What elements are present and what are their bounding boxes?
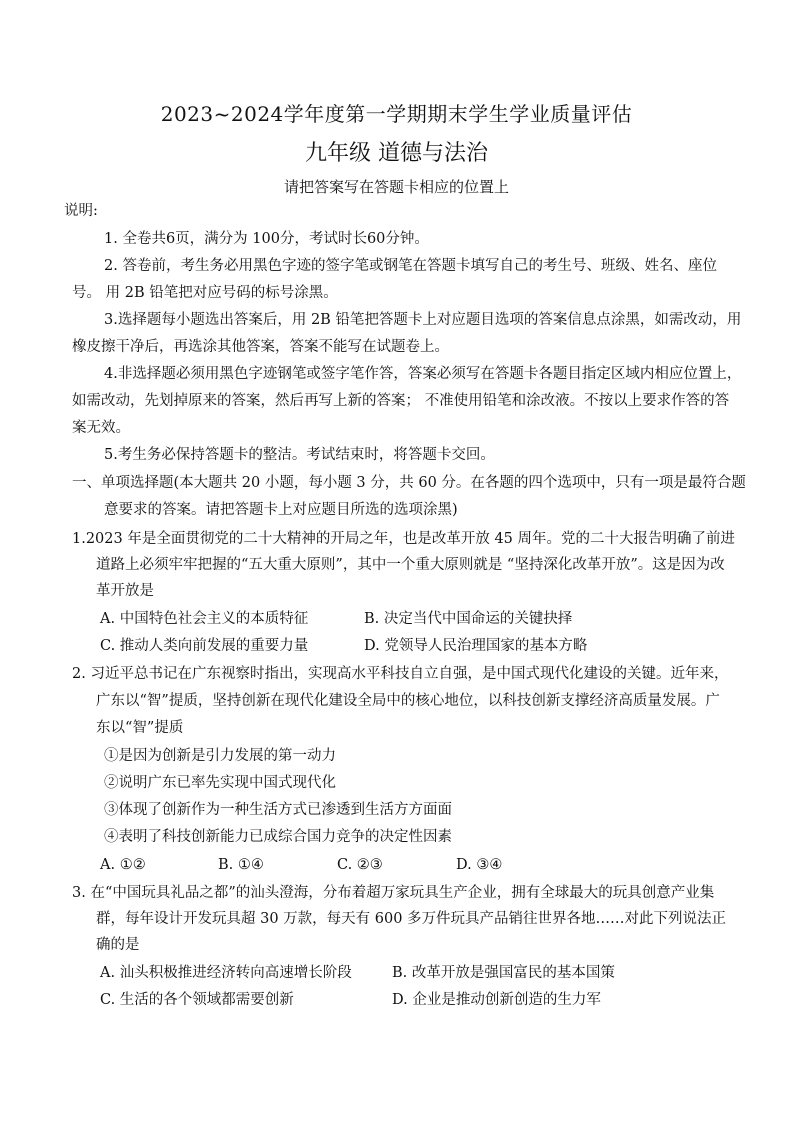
question-1-option-b[interactable]: B. 决定当代中国命运的关键抉择 [364,611,573,627]
question-2-option-c[interactable]: C. ②③ [337,857,383,873]
question-2-statement: ①是因为创新是引力发展的第一动力 [104,748,336,764]
question-1-text: 道路上必须牢牢把握的“五大重大原则”，其中一个重大原则就是 “坚持深化改革开放”。这是因为改 [96,557,725,573]
instruction-line: 橡皮擦干净后，再选涂其他答案，答案不能写在试题卷上。 [72,339,449,355]
question-1-option-d[interactable]: D. 党领导人民治理国家的基本方略 [364,638,588,654]
instructions-label: 说明: [64,203,98,219]
question-2-statement: ③体现了创新作为一种生活方式已渗透到生活方方面面 [104,802,452,818]
question-3-option-c[interactable]: C. 生活的各个领域都需要创新 [100,992,294,1008]
question-2-statement: ④表明了科技创新能力已成综合国力竞争的决定性因素 [104,829,452,845]
question-3-text: 3. 在“中国玩具礼品之都”的汕头澄海，分布着超万家玩具生产企业，拥有全球最大的玩具创意产业集 [72,885,715,901]
exam-subtitle: 九年级 道德与法治 [305,141,488,166]
instruction-line: 1. 全卷共6页，满分为 100分，考试时长60分钟。 [104,231,429,247]
question-2-statement: ②说明广东已率先实现中国式现代化 [104,775,336,791]
answer-hint: 请把答案写在答题卡相应的位置上 [283,178,509,196]
question-2-option-d[interactable]: D. ③④ [456,857,503,873]
question-2-text: 广东以“智”提质，坚持创新在现代化建设全局中的核心地位，以科技创新支撑经济高质量发展。广 [96,693,720,709]
instruction-line: 2. 答卷前，考生务必用黑色字迹的签字笔或钢笔在答题卡填写自己的考生号、班级、姓名、座位 [104,258,717,274]
instruction-line: 案无效。 [72,420,130,436]
instruction-line: 号。 用 2B 铅笔把对应号码的标号涂黑。 [72,285,338,301]
question-1-text: 1.2023 年是全面贯彻党的二十大精神的开局之年，也是改革开放 45 周年。党的二十大报告明确了前进 [72,531,736,547]
question-2-text: 2. 习近平总书记在广东视察时指出，实现高水平科技自立自强，是中国式现代化建设的关键。近年来， [72,666,729,682]
question-3-option-d[interactable]: D. 企业是推动创新创造的生力军 [392,992,601,1008]
question-2-option-b[interactable]: B. ①④ [218,857,264,873]
question-1-option-c[interactable]: C. 推动人类向前发展的重要力量 [100,638,309,654]
question-3-text: 群，每年设计开发玩具超 30 万款，每天有 600 多万件玩具产品销往世界各地……对此下列说法正 [96,911,727,927]
question-3-option-a[interactable]: A. 汕头积极推进经济转向高速增长阶段 [100,965,352,981]
instruction-line: 4.非选择题必须用黑色字迹钢笔或签字笔作答，答案必须写在答题卡各题目指定区域内相应位置上， [104,366,742,382]
question-1-option-a[interactable]: A. 中国特色社会主义的本质特征 [100,611,309,627]
section-heading: 一、单项选择题(本大题共 20 小题，每小题 3 分，共 60 分。在各题的四个选项中，只有一项是最符合题 [72,475,746,491]
question-2-option-a[interactable]: A. ①② [100,857,146,873]
instruction-line: 如需改动，先划掉原来的答案，然后再写上新的答案； 不准使用铅笔和涂改液。不按以上要求作答的答 [72,393,730,409]
question-3-text: 确的是 [96,937,140,953]
question-1-text: 革开放是 [96,583,154,599]
question-2-text: 东以“智”提质 [96,720,184,736]
instruction-line: 5.考生务必保持答题卡的整洁。考试结束时，将答题卡交回。 [104,447,495,463]
exam-title: 2023~2024学年度第一学期期末学生学业质量评估 [160,102,633,126]
section-heading: 意要求的答案。请把答题卡上对应题目所选的选项涂黑) [104,502,458,518]
question-3-option-b[interactable]: B. 改革开放是强国富民的基本国策 [392,965,615,981]
instruction-line: 3.选择题每小题选出答案后，用 2B 铅笔把答题卡上对应题目选项的答案信息点涂黑，如需改动，用 [104,312,742,328]
